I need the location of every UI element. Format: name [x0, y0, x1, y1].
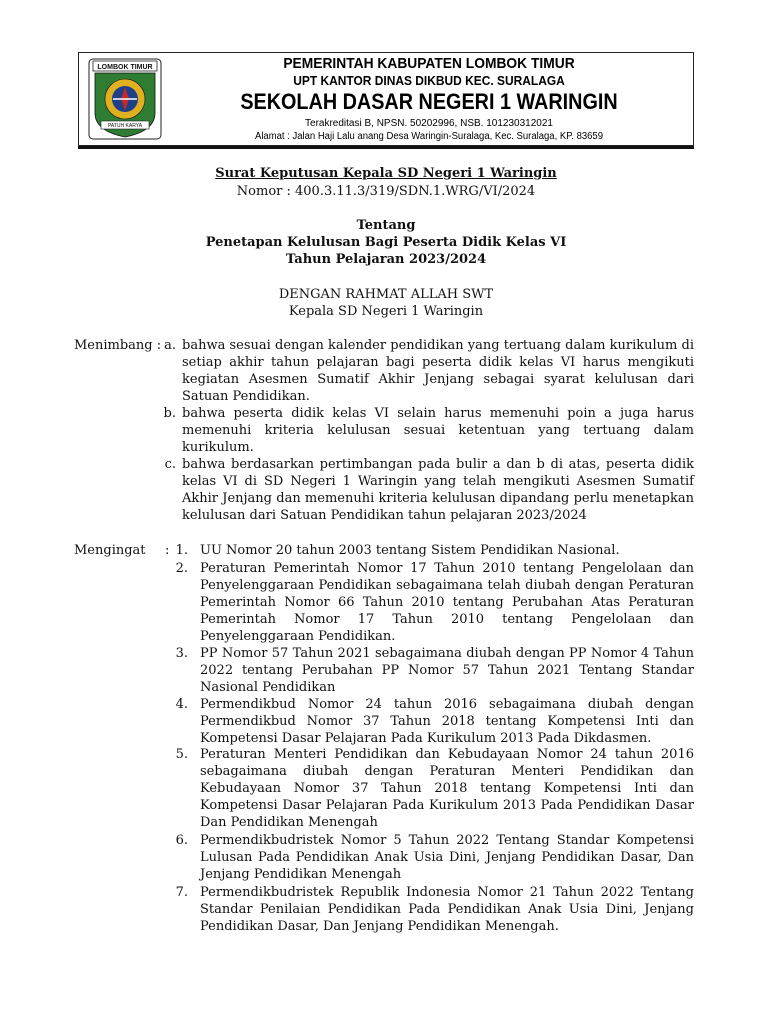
menimbang-label: Menimbang : [74, 338, 162, 353]
mengingat-item-5: Peraturan Menteri Pendidikan dan Kebudayaan Nomor 24 tahun 2016 sebagaimana diubah dengan Peraturan Menteri Pendidikan dan Kebudayaan Nomor 37 Tahun 2018 tentang Kompetensi Inti dan Kompetensi Dasar Pelajaran Pada Kurikulum 2013 Pada Pendidikan Dasar Dan Pendidikan Menengah [200, 747, 694, 830]
regency-emblem-icon [87, 57, 163, 141]
mengingat-item-2: Peraturan Pemerintah Nomor 17 Tahun 2010 tentang Pengelolaan dan Penyelenggaraan Pendidikan sebagaimana telah diubah dengan Peraturan Pemerintah Nomor 66 Tahun 2010 tentang Perubahan Atas Peraturan Pemerintah Nomor 17 Tahun 2010 tentang Pengelolaan dan Penyelenggaraan Pendidikan. [200, 561, 694, 644]
subject-line-2: Tahun Pelajaran 2023/2024 [285, 252, 487, 267]
mengingat-marker-3: 3. [175, 646, 188, 661]
mengingat-label: Mengingat [74, 543, 146, 558]
accreditation-info: Terakreditasi B, NPSN. 50202996, NSB. 101230312021 [305, 118, 553, 129]
menimbang-item-a: bahwa sesuai dengan kalender pendidikan yang tertuang dalam kurikulum di setiap akhir tahun pelajaran bagi peserta didik kelas VI harus mengikuti kegiatan Asesmen Sumatif Akhir Jenjang sebagai syarat kelulusan dari Satuan Pendidikan. [182, 338, 694, 404]
mengingat-item-7: Permendikbudristek Republik Indonesia Nomor 21 Tahun 2022 Tentang Standar Penilaian Pendidikan Pada Pendidikan Anak Usia Dini, Jenjang Pendidikan Dasar, Dan Jenjang Pendidikan Menengah. [200, 885, 694, 934]
mengingat-colon: : [165, 543, 170, 558]
decree-title: Surat Keputusan Kepala SD Negeri 1 Waringin [215, 166, 557, 181]
government-name: PEMERINTAH KABUPATEN LOMBOK TIMUR [283, 55, 575, 72]
emblem-motto: PATUH KARYA [107, 123, 143, 129]
decree-number: Nomor : 400.3.11.3/319/SDN.1.WRG/VI/2024 [236, 184, 536, 199]
menimbang-marker-a: a. [164, 338, 176, 353]
mengingat-item-3: PP Nomor 57 Tahun 2021 sebagaimana diubah dengan PP Nomor 4 Tahun 2022 tentang Perubahan PP Nomor 57 Tahun 2021 Tentang Standar Nasional Pendidikan [200, 646, 694, 695]
letterhead [78, 52, 694, 146]
menimbang-item-c: bahwa berdasarkan pertimbangan pada bulir a dan b di atas, peserta didik kelas VI di SD Negeri 1 Waringin yang telah mengikuti Asesmen Sumatif Akhir Jenjang dan memenuhi kriteria kelulusan dipandang perlu menetapkan kelulusan dari Satuan Pendidikan tahun pelajaran 2023/2024 [182, 457, 694, 523]
letterhead-text [169, 53, 689, 143]
mengingat-marker-2: 2. [175, 561, 188, 576]
mengingat-item-4: Permendikbud Nomor 24 tahun 2016 sebagaimana diubah dengan Permendikbud Nomor 37 Tahun 2018 tentang Kompetensi Inti dan Kompetensi Dasar Pelajaran Pada Kurikulum 2013 Pada Dikdasmen. [200, 697, 694, 746]
issuing-official: Kepala SD Negeri 1 Waringin [288, 304, 484, 319]
menimbang-item-b: bahwa peserta didik kelas VI selain harus memenuhi poin a juga harus memenuhi kriteria kelulusan sesuai ketentuan yang tertuang dalam kurikulum. [182, 406, 694, 455]
mengingat-marker-5: 5. [175, 747, 188, 762]
emblem-label: LOMBOK TIMUR [97, 64, 153, 71]
school-name: SEKOLAH DASAR NEGERI 1 WARINGIN [240, 89, 618, 114]
school-address: Alamat : Jalan Haji Lalu anang Desa Waringin-Suralaga, Kec. Suralaga, KP. 83659 [254, 131, 604, 142]
menimbang-marker-b: b. [163, 406, 176, 421]
mengingat-marker-7: 7. [175, 885, 188, 900]
office-name: UPT KANTOR DINAS DIKBUD KEC. SURALAGA [293, 73, 565, 88]
subject-line-1: Penetapan Kelulusan Bagi Peserta Didik Kelas VI [205, 235, 567, 250]
mengingat-item-1: UU Nomor 20 tahun 2003 tentang Sistem Pendidikan Nasional. [200, 543, 620, 558]
mengingat-marker-4: 4. [175, 697, 188, 712]
letterhead-divider [78, 146, 694, 149]
menimbang-marker-c: c. [164, 457, 176, 472]
invocation: DENGAN RAHMAT ALLAH SWT [278, 287, 494, 302]
mengingat-marker-6: 6. [175, 833, 188, 848]
mengingat-marker-1: 1. [175, 543, 188, 558]
mengingat-item-6: Permendikbudristek Nomor 5 Tahun 2022 Tentang Standar Kompetensi Lulusan Pada Pendidikan Anak Usia Dini, Jenjang Pendidikan Dasar, Dan Jenjang Pendidikan Menengah [200, 833, 694, 882]
about-heading: Tentang [356, 218, 416, 233]
